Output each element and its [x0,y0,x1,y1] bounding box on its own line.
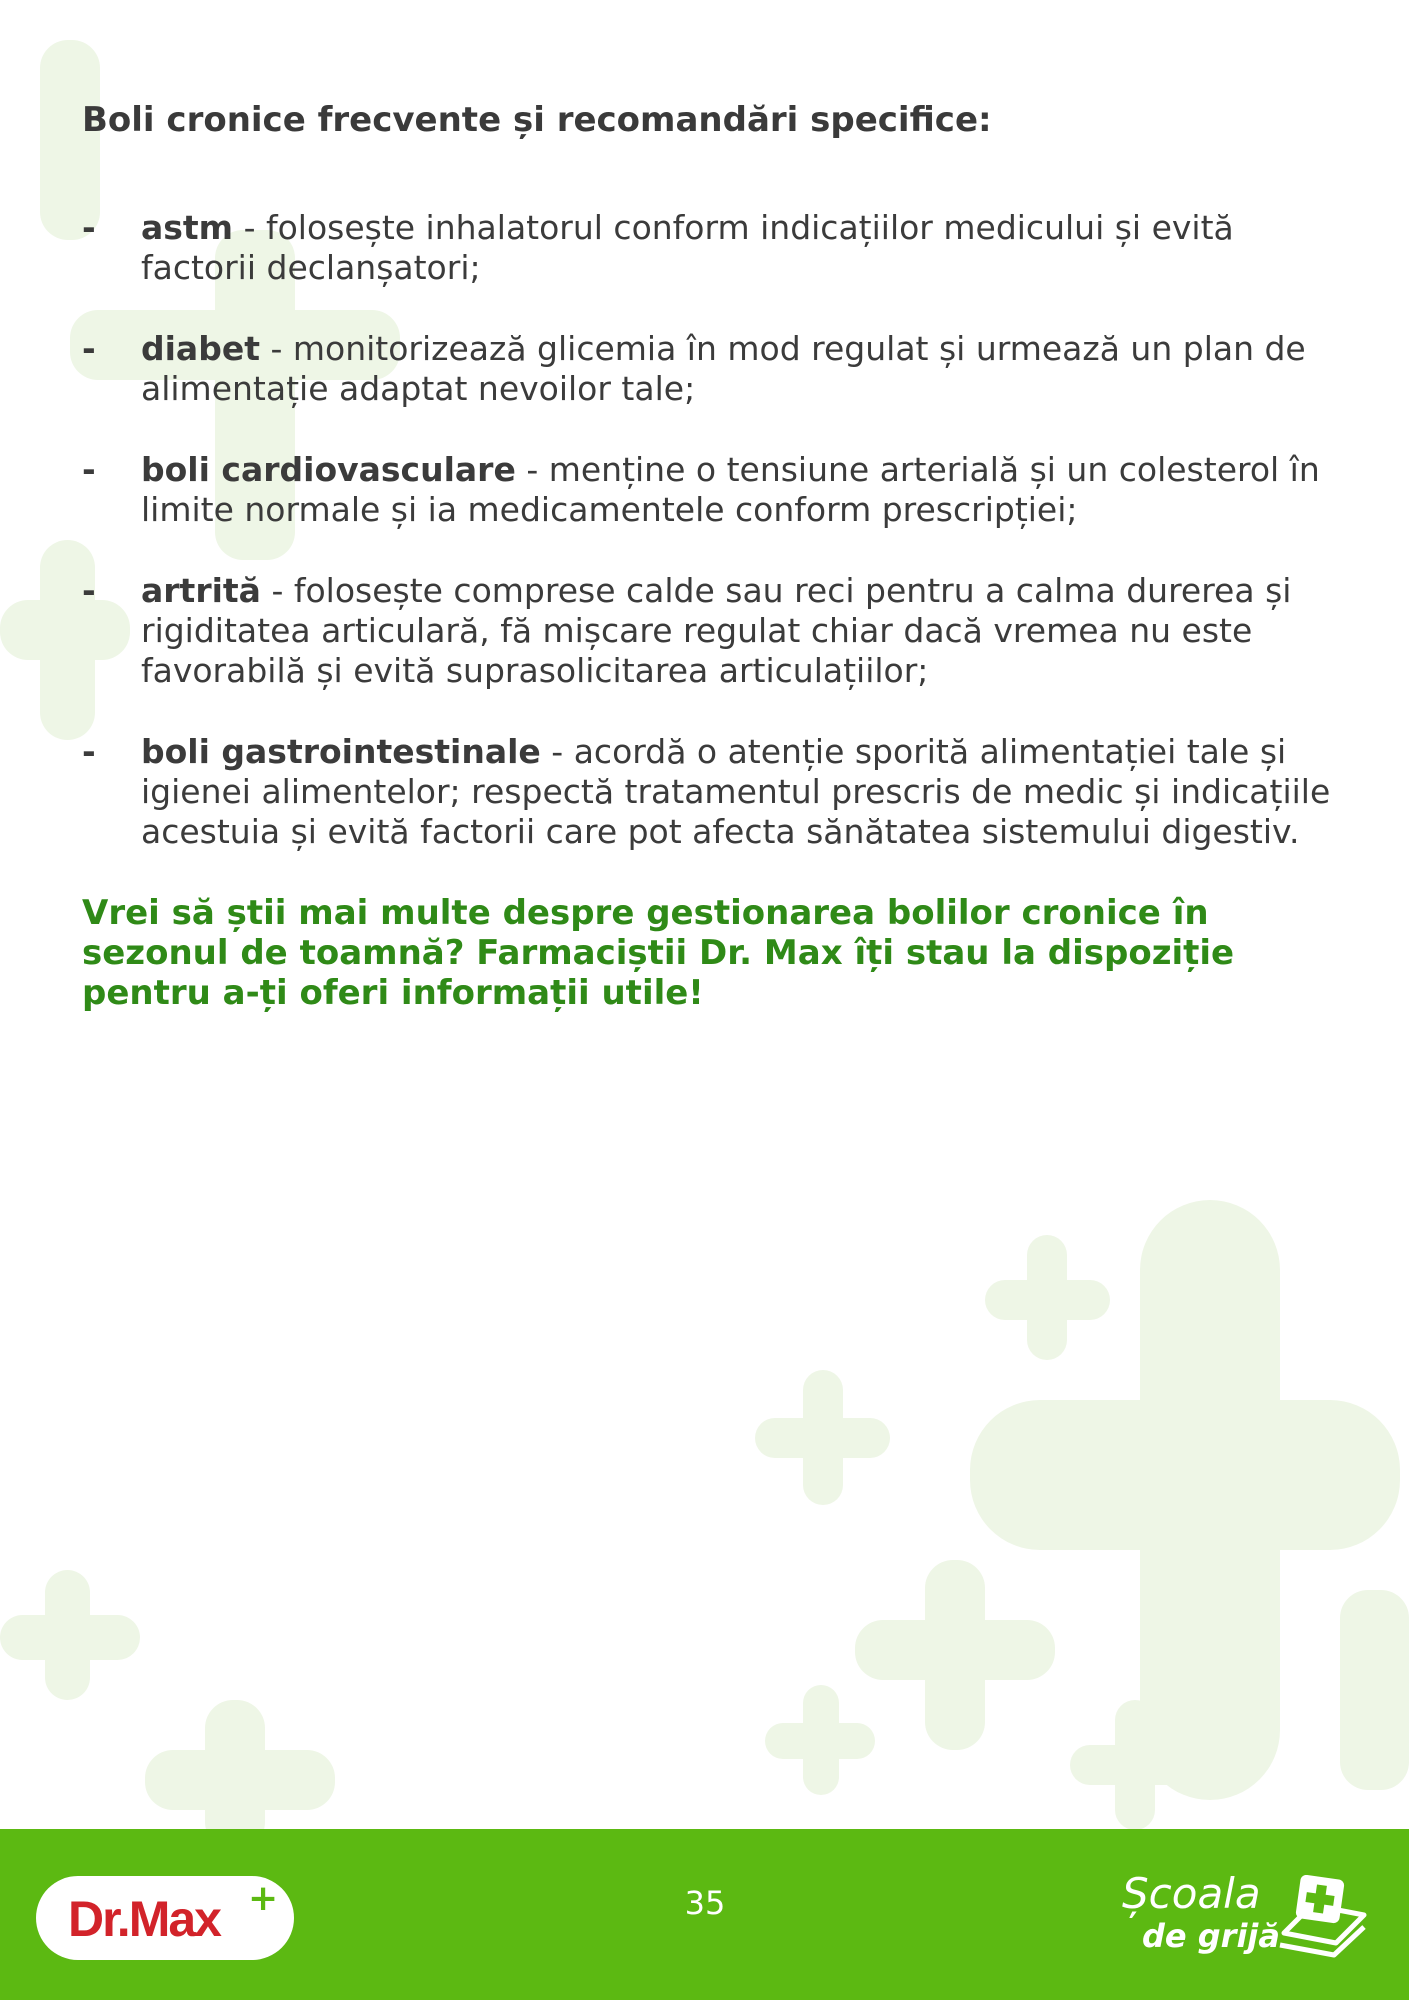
bg-cross-icon [765,1685,875,1795]
call-to-action: Vrei să știi mai multe despre gestionarea bolilor cronice în sezonul de toamnă? Farmaciștii Dr. Max îți stau la dispoziție pentru a-ți oferi informații utile! [82,893,1235,1013]
list-item-text: - menține o tensiune arterială și un colesterol în limite normale și ia medicamentele conform prescripției; [141,450,1320,529]
bg-cross-icon [1320,1590,1409,1790]
list-bullet: - [82,571,96,610]
list-item-term: boli cardiovasculare [141,450,516,489]
drmax-logo [36,1876,294,1960]
bg-cross-icon [855,1560,1055,1750]
list-item-text: - monitorizează glicemia în mod regulat și urmează un plan de alimentație adaptat nevoilor tale; [141,329,1306,408]
list-bullet: - [82,732,96,771]
list-item-term: boli gastrointestinale [141,732,541,771]
book-plus-icon [1276,1875,1368,1959]
list-item [82,571,1332,691]
list-item-term: astm [141,208,234,247]
brand-line1: Școala [1122,1869,1261,1918]
scoala-de-grija-logo [1118,1869,1378,1969]
brand-line2: de grijă [1142,1917,1280,1955]
list-item-text: - folosește inhalatorul conform indicațiilor medicului și evită factorii declanșatori; [141,208,1234,287]
list-item-term: artrită [141,571,261,610]
bg-cross-icon [145,1700,335,1850]
list-item-term: diabet [141,329,260,368]
disease-list [82,208,1332,852]
main-content [82,100,1332,1047]
page-heading: Boli cronice frecvente și recomandări specifice: [82,100,992,140]
list-item [82,450,1332,530]
list-bullet: - [82,208,96,247]
list-bullet: - [82,450,96,489]
list-item [82,732,1332,852]
bg-cross-icon [755,1370,890,1505]
page-number: 35 [684,1884,726,1922]
logo-plus-icon: + [248,1878,279,1919]
list-item [82,329,1332,409]
bg-cross-icon [985,1235,1110,1360]
bg-cross-icon [0,1570,140,1700]
list-item-text: - acordă o atenție sporită alimentației tale și igienei alimentelor; respectă tratamentul prescris de medic și indicațiile acestuia și evită factorii care pot afecta sănătatea sistemului digestiv. [141,732,1331,851]
list-item-text: - folosește comprese calde sau reci pentru a calma durerea și rigiditatea articulară, fă mișcare regulat chiar dacă vremea nu este favorabilă și evită suprasolicitarea articulațiilor; [141,571,1292,690]
footer-bar [0,1829,1409,2000]
bg-cross-icon [1070,1700,1200,1830]
logo-text: Dr.Max [68,1891,220,1947]
list-bullet: - [82,329,96,368]
list-item [82,208,1332,288]
